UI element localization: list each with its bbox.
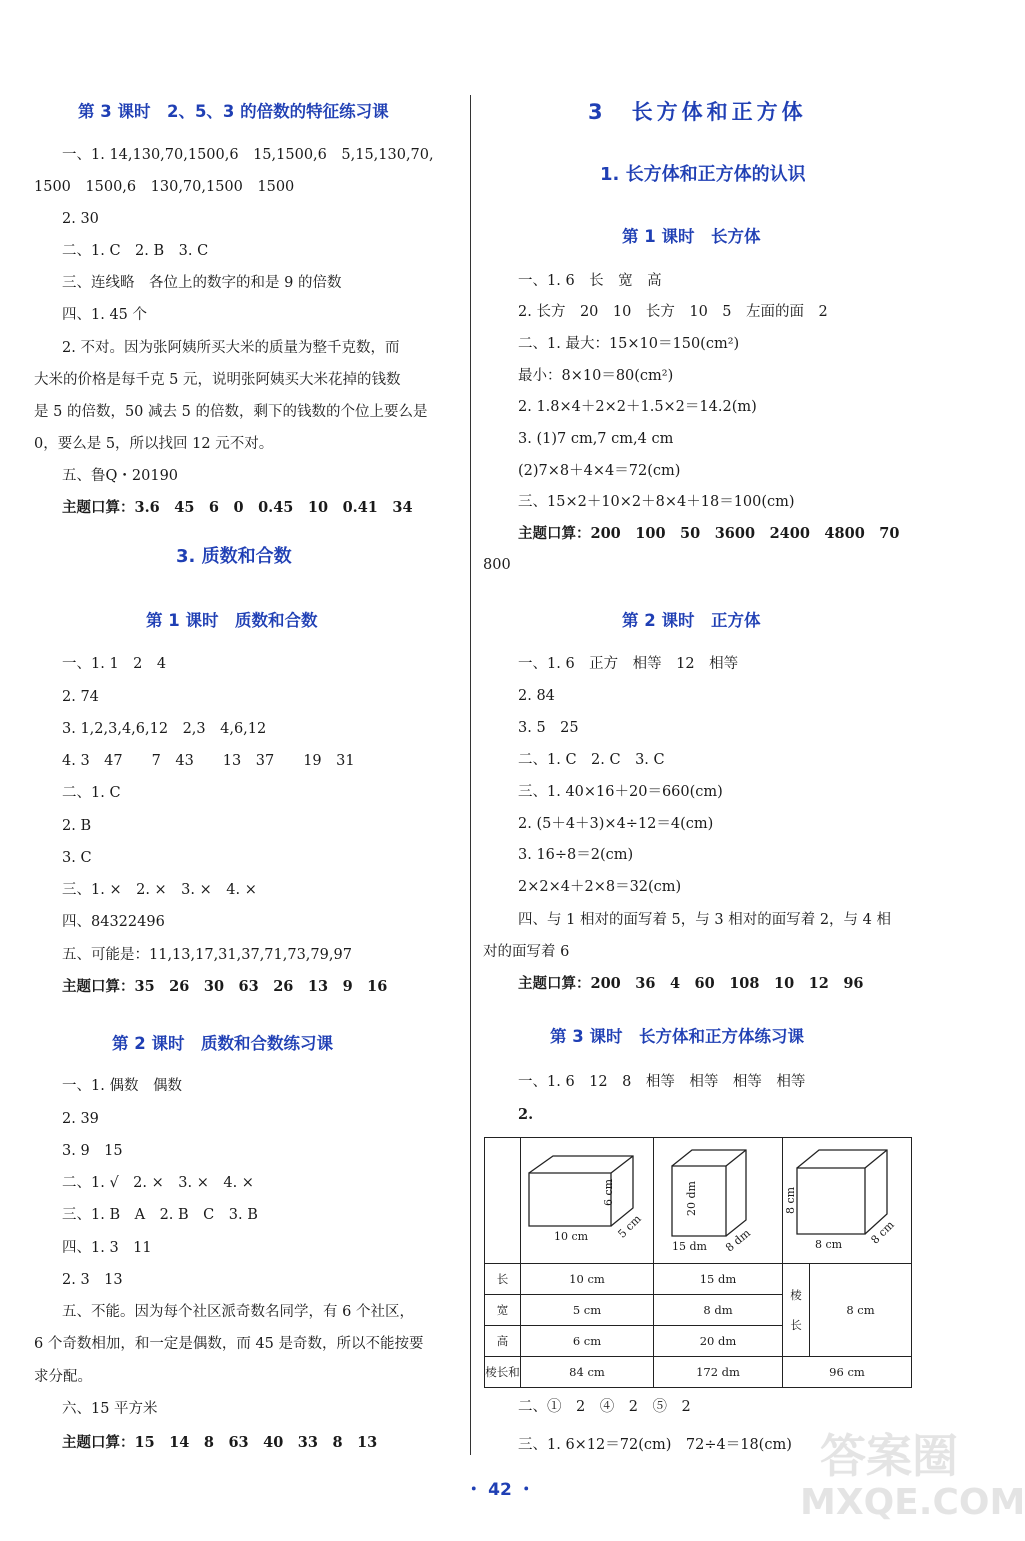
text-line: 2. 不对。因为张阿姨所买大米的质量为整千克数，而 — [62, 340, 400, 356]
row-header: 高 — [485, 1326, 521, 1357]
text-line: 3. 16÷8＝2(cm) — [518, 847, 634, 863]
text-line: (2)7×8＋4×4＝72(cm) — [518, 463, 681, 479]
dim-label: 8 cm — [815, 1238, 843, 1251]
table-cell: 10 cm — [521, 1264, 654, 1295]
text-line: 是 5 的倍数，50 减去 5 的倍数，剩下的钱数的个位上要么是 — [34, 404, 428, 420]
text-line: 四、84322496 — [62, 914, 165, 930]
text-line: 6 个奇数相加，和一定是偶数，而 45 是奇数，所以不能按要 — [34, 1336, 424, 1352]
text-line: 3. 9 15 — [62, 1143, 123, 1159]
text-line: 二、1. C — [62, 785, 121, 801]
watermark-logo — [800, 1420, 1025, 1530]
dim-label: 8 dm — [723, 1226, 753, 1255]
text-line: 2. 长方 20 10 长方 10 5 左面的面 2 — [518, 304, 828, 320]
text-line: 四、1. 45 个 — [62, 307, 148, 323]
section-heading: 第 1 课时 质数和合数 — [146, 611, 318, 630]
chapter-subheading: 1. 长方体和正方体的认识 — [600, 164, 806, 185]
edge-label-2: 长 — [790, 1318, 802, 1332]
text-line: 2. 3 13 — [62, 1272, 123, 1288]
text-line: 800 — [483, 557, 511, 573]
text-line: 2. 39 — [62, 1111, 99, 1127]
text-line: 2. 84 — [518, 688, 555, 704]
section-heading: 第 3 课时 2、5、3 的倍数的特征练习课 — [78, 102, 389, 121]
dim-label: 5 cm — [615, 1212, 644, 1241]
table-cell: 20 dm — [654, 1326, 783, 1357]
chapter-title: 3 长方体和正方体 — [588, 100, 807, 124]
section-heading: 第 2 课时 正方体 — [622, 611, 761, 630]
watermark-url: MXQE.COM — [800, 1482, 1025, 1523]
text-line: 二、1. 最大：15×10＝150(cm²) — [518, 336, 740, 352]
cuboid-table — [484, 1137, 912, 1388]
dim-label: 8 cm — [784, 1186, 798, 1215]
dim-label: 8 cm — [868, 1218, 897, 1247]
row-header: 棱长和 — [485, 1357, 521, 1388]
text-line: 三、连线略 各位上的数字的和是 9 的倍数 — [62, 275, 342, 291]
figure-cell — [783, 1138, 912, 1264]
text-line: 三、15×2＋10×2＋8×4＋18＝100(cm) — [518, 494, 795, 510]
text-line: 五、可能是：11,13,17,31,37,71,73,79,97 — [62, 947, 352, 963]
text-line: 一、1. 偶数 偶数 — [62, 1078, 182, 1094]
text-line: 4. 3 47 7 43 13 37 19 31 — [62, 753, 355, 769]
row-header: 长 — [485, 1264, 521, 1295]
text-line: 大米的价格是每千克 5 元，说明张阿姨买大米花掉的钱数 — [34, 372, 401, 388]
cuboid-figure-1 — [521, 1138, 653, 1263]
text-line: 二、① 2 ④ 2 ⑤ 2 — [518, 1399, 691, 1415]
text-line: 三、1. 40×16＋20＝660(cm) — [518, 784, 723, 800]
oral-calc-line: 主题口算：35 26 30 63 26 13 9 16 — [62, 978, 388, 995]
text-line: 3. (1)7 cm,7 cm,4 cm — [518, 431, 674, 447]
text-line: 2. — [518, 1106, 534, 1123]
table-cell: 5 cm — [521, 1295, 654, 1326]
section-heading: 第 3 课时 长方体和正方体练习课 — [550, 1027, 804, 1046]
page-number: ・ 42 ・ — [465, 1480, 535, 1500]
section-heading: 第 2 课时 质数和合数练习课 — [112, 1034, 333, 1053]
dim-label: 6 cm — [602, 1178, 616, 1207]
table-cell: 8 dm — [654, 1295, 783, 1326]
text-line: 六、15 平方米 — [62, 1401, 158, 1417]
text-line: 2×2×4＋2×8＝32(cm) — [518, 879, 682, 895]
dim-label: 10 cm — [554, 1230, 589, 1243]
text-line: 2. 1.8×4＋2×2＋1.5×2＝14.2(m) — [518, 399, 757, 415]
oral-calc-line: 主题口算：200 36 4 60 108 10 12 96 — [518, 975, 864, 992]
edge-label-1: 棱 — [790, 1288, 802, 1302]
corner-cell — [485, 1138, 521, 1264]
dim-label: 15 dm — [672, 1240, 707, 1253]
oral-calc-line: 主题口算：200 100 50 3600 2400 4800 70 — [518, 525, 900, 542]
table-cell: 8 cm — [810, 1264, 912, 1357]
row-header: 宽 — [485, 1295, 521, 1326]
text-line: 1500 1500,6 130,70,1500 1500 — [34, 179, 295, 195]
text-line: 二、1. C 2. C 3. C — [518, 752, 665, 768]
text-line: 五、不能。因为每个社区派奇数名同学，有 6 个社区， — [62, 1304, 414, 1320]
text-line: 2. 74 — [62, 689, 99, 705]
text-line: 一、1. 6 12 8 相等 相等 相等 相等 — [518, 1074, 806, 1090]
text-line: 3. 5 25 — [518, 720, 579, 736]
figure-cell — [654, 1138, 783, 1264]
text-line: 一、1. 14,130,70,1500,6 15,1500,6 5,15,130,70, — [62, 147, 434, 163]
figure-cell — [521, 1138, 654, 1264]
edge-header — [783, 1264, 810, 1357]
dim-label: 20 dm — [684, 1181, 698, 1216]
section-heading: 第 1 课时 长方体 — [622, 227, 761, 246]
table-cell: 15 dm — [654, 1264, 783, 1295]
column-divider — [470, 95, 471, 1455]
oral-calc-line: 主题口算：3.6 45 6 0 0.45 10 0.41 34 — [62, 499, 413, 516]
text-line: 2. B — [62, 818, 92, 834]
text-line: 2. 30 — [62, 211, 99, 227]
table-cell: 172 dm — [654, 1357, 783, 1388]
text-line: 三、1. 6×12＝72(cm) 72÷4＝18(cm) — [518, 1437, 792, 1453]
text-line: 四、1. 3 11 — [62, 1240, 152, 1256]
text-line: 最小：8×10＝80(cm²) — [518, 368, 674, 384]
text-line: 3. 1,2,3,4,6,12 2,3 4,6,12 — [62, 721, 267, 737]
text-line: 一、1. 1 2 4 — [62, 656, 167, 672]
text-line: 四、与 1 相对的面写着 5，与 3 相对的面写着 2，与 4 相 — [518, 912, 891, 928]
text-line: 2. (5＋4＋3)×4÷12＝4(cm) — [518, 816, 714, 832]
text-line: 3. C — [62, 850, 92, 866]
cube-figure-3 — [783, 1138, 911, 1263]
text-line: 求分配。 — [34, 1369, 92, 1385]
table-cell: 6 cm — [521, 1326, 654, 1357]
text-line: 二、1. C 2. B 3. C — [62, 243, 209, 259]
oral-calc-line: 主题口算：15 14 8 63 40 33 8 13 — [62, 1434, 378, 1451]
text-line: 一、1. 6 长 宽 高 — [518, 273, 662, 289]
table-cell: 84 cm — [521, 1357, 654, 1388]
text-line: 二、1. √ 2. × 3. × 4. × — [62, 1175, 254, 1191]
table-cell: 96 cm — [783, 1357, 912, 1388]
text-line: 一、1. 6 正方 相等 12 相等 — [518, 656, 739, 672]
watermark-text: 答案圈 — [820, 1429, 958, 1483]
text-line: 对的面写着 6 — [483, 944, 570, 960]
text-line: 三、1. × 2. × 3. × 4. × — [62, 882, 257, 898]
text-line: 三、1. B A 2. B C 3. B — [62, 1207, 258, 1223]
text-line: 0，要么是 5，所以找回 12 元不对。 — [34, 436, 274, 452]
chapter-subheading: 3. 质数和合数 — [176, 546, 292, 567]
text-line: 五、鲁Q・20190 — [62, 468, 179, 484]
